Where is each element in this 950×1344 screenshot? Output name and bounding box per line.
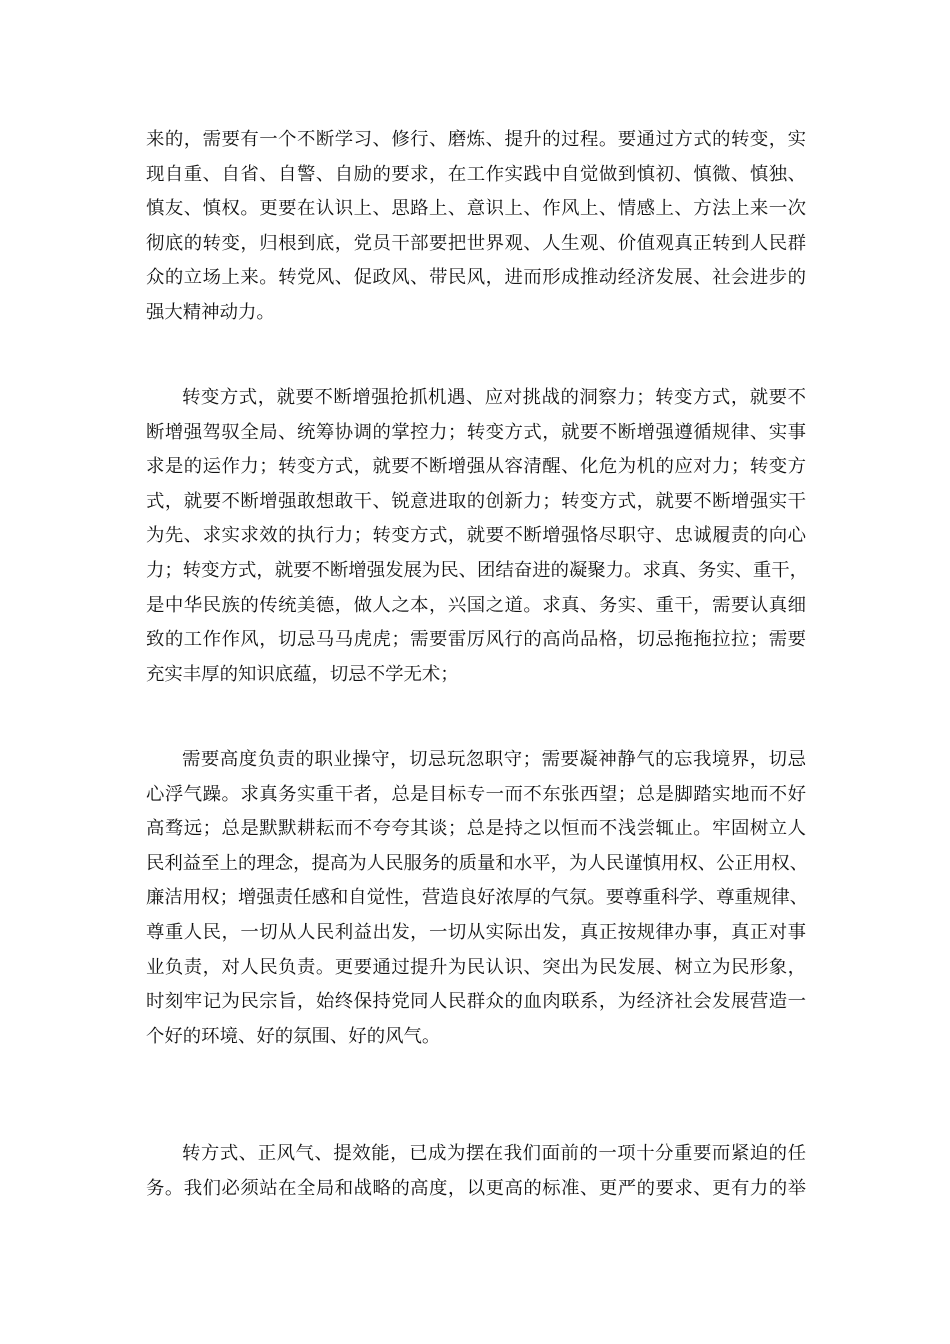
paragraph-line: 断增强驾驭全局、统筹协调的掌控力；转变方式，就要不断增强遵循规律、实事	[146, 421, 806, 443]
paragraph-line: 尊重人民，一切从人民利益出发，一切从实际出发，真正按规律办事，真正对事	[146, 921, 806, 943]
paragraph-line: 廉洁用权；增强责任感和自觉性，营造良好浓厚的气氛。要尊重科学、尊重规律、	[146, 887, 809, 909]
paragraph-1	[146, 123, 806, 331]
paragraph-line: 现自重、自省、自警、自励的要求，在工作实践中自觉做到慎初、慎微、慎独、	[146, 163, 806, 185]
paragraph-line: 众的立场上来。转党风、促政风、带民风，进而形成推动经济发展、社会进步的	[146, 267, 806, 289]
paragraph-line: 时刻牢记为民宗旨，始终保持党同人民群众的血肉联系，为经济社会发展营造一	[146, 991, 806, 1013]
paragraph-line: 慎友、慎权。更要在认识上、思路上、意识上、作风上、情感上、方法上来一次	[146, 198, 806, 220]
paragraph-line: 转方式、正风气、提效能，已成为摆在我们面前的一项十分重要而紧迫的任	[182, 1143, 806, 1164]
paragraph-line: 为先、求实求效的执行力；转变方式，就要不断增强恪尽职守、忠诚履责的向心	[146, 525, 806, 547]
paragraph-line: 式，就要不断增强敢想敢干、锐意进取的创新力；转变方式，就要不断增强实干	[146, 490, 806, 512]
paragraph-line: 心浮气躁。求真务实重干者，总是目标专一而不东张西望；总是脚踏实地而不好	[146, 783, 806, 805]
paragraph-line: 求是的运作力；转变方式，就要不断增强从容清醒、化危为机的应对力；转变方	[146, 456, 806, 478]
paragraph-line: 转变方式，就要不断增强抢抓机遇、应对挑战的洞察力；转变方式，就要不	[182, 387, 806, 408]
paragraph-line: 充实丰厚的知识底蕴，切忌不学无术；	[146, 663, 459, 685]
paragraph-line: 强大精神动力。	[146, 301, 275, 323]
paragraph-line: 业负责，对人民负责。更要通过提升为民认识、突出为民发展、树立为民形象，	[146, 956, 806, 978]
paragraph-line: 个好的环境、好的氛围、好的风气。	[146, 1025, 441, 1047]
paragraph-line: 民利益至上的理念，提高为人民服务的质量和水平，为人民谨慎用权、公正用权、	[146, 852, 809, 874]
paragraph-line: 致的工作作风，切忌马马虎虎；需要雷厉风行的高尚品格，切忌拖拖拉拉；需要	[146, 629, 806, 651]
paragraph-3	[146, 743, 809, 1054]
paragraph-line: 来的，需要有一个不断学习、修行、磨炼、提升的过程。要通过方式的转变，实	[146, 129, 806, 150]
paragraph-line: 力；转变方式，就要不断增强发展为民、团结奋进的凝聚力。求真、务实、重干，	[146, 559, 809, 581]
paragraph-4	[146, 1137, 806, 1206]
paragraph-line: 需要高度负责的职业操守，切忌玩忽职守；需要凝神静气的忘我境界，切忌	[182, 749, 806, 770]
paragraph-2	[146, 381, 809, 692]
paragraph-line: 务。我们必须站在全局和战略的高度，以更高的标准、更严的要求、更有力的举	[146, 1177, 806, 1199]
paragraph-line: 是中华民族的传统美德，做人之本，兴国之道。求真、务实、重干，需要认真细	[146, 594, 806, 616]
paragraph-line: 高骛远；总是默默耕耘而不夸夸其谈；总是持之以恒而不浅尝辄止。牢固树立人	[146, 818, 806, 840]
paragraph-line: 彻底的转变，归根到底，党员干部要把世界观、人生观、价值观真正转到人民群	[146, 232, 806, 254]
